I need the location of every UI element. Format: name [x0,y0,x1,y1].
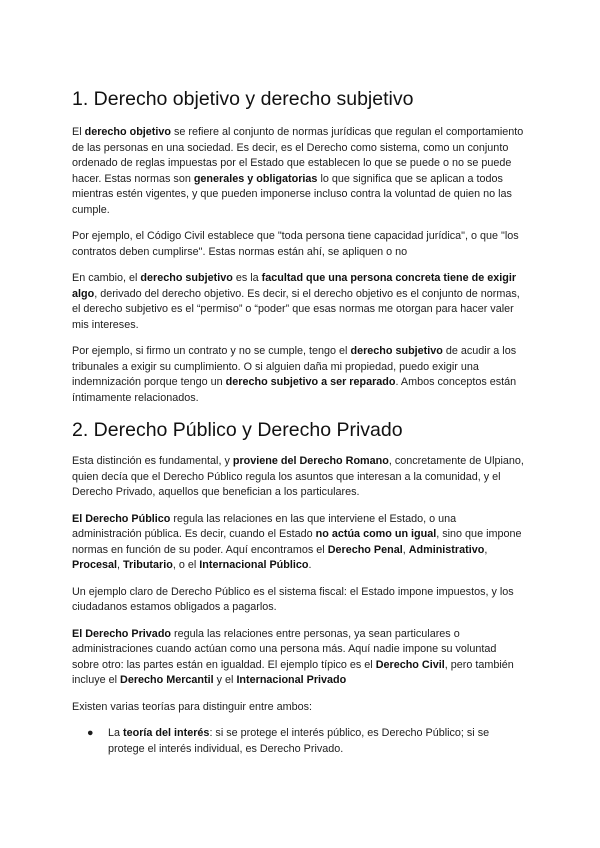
section-2-paragraph-4: El Derecho Privado regula las relaciones entre personas, ya sean particulares o administraciones cuando actúan como una persona más. Aquí nadie impone su voluntad sobre otro: las partes están en igualdad. El ejemplo típico es el Derecho Civil, pero también incluye el Derecho Mercantil y el Internacional Privado [72,627,514,686]
theories-list [72,726,526,757]
list-item: ● La teoría del interés: si se protege el interés público, es Derecho Público; si se protege el interés individual, es Derecho Privado. [87,727,490,755]
section-2-paragraph-5: Existen varias teorías para distinguir entre ambos: [72,700,313,713]
section-2-paragraph-1: Esta distinción es fundamental, y proviene del Derecho Romano, concretamente de Ulpiano, quien decía que el Derecho Público regula los asuntos que interesan a la comunidad, y el Derecho Privado, aquellos que benefician a los particulares. [72,455,524,498]
section-2-paragraph-2: El Derecho Público regula las relaciones en las que interviene el Estado, o una administración pública. Es decir, cuando el Estado no actúa como un igual, sino que impone normas en función de su poder. Aquí encontramos el Derecho Penal, Administrativo, Procesal, Tributario, o el Internacional Público. [72,512,522,571]
bullet-icon: ● [87,727,94,739]
section-1-paragraph-1: El derecho objetivo se refiere al conjunto de normas jurídicas que regulan el comportamiento de las personas en una sociedad. Es decir, es el Derecho como sistema, como un conjunto ordenado de reglas impuestas por el Estado que establecen lo que se puede o no se puede hacer. Estas normas son generales y obligatorias lo que significa que se aplican a todos mientras estén vigentes, y que pueden imponerse incluso contra la voluntad de quien no las cumple. [72,126,524,216]
section-2-heading: 2. Derecho Público y Derecho Privado [72,419,403,441]
section-1-heading: 1. Derecho objetivo y derecho subjetivo [72,88,414,110]
document-body [72,86,526,757]
section-2-paragraph-3: Un ejemplo claro de Derecho Público es el sistema fiscal: el Estado impone impuestos, y los ciudadanos estamos obligados a pagarlos. [72,585,514,613]
section-1-paragraph-4: Por ejemplo, si firmo un contrato y no se cumple, tengo el derecho subjetivo de acudir a los tribunales a exigir su cumplimiento. O si alguien daña mi propiedad, puedo exigir una indemnización porque tengo un derecho subjetivo a ser reparado. Ambos conceptos están íntimamente relacionados. [72,345,517,404]
section-1-paragraph-3: En cambio, el derecho subjetivo es la facultad que una persona concreta tiene de exigir algo, derivado del derecho objetivo. Es decir, si el derecho objetivo es el conjunto de normas, el derecho subjetivo es el “permiso” o “poder” que esas normas me otorgan para hacer valer mis intereses. [72,272,520,331]
section-1-paragraph-2: Por ejemplo, el Código Civil establece que "toda persona tiene capacidad jurídica", o que "los contratos deben cumplirse". Estas normas están ahí, se apliquen o no [72,230,519,258]
